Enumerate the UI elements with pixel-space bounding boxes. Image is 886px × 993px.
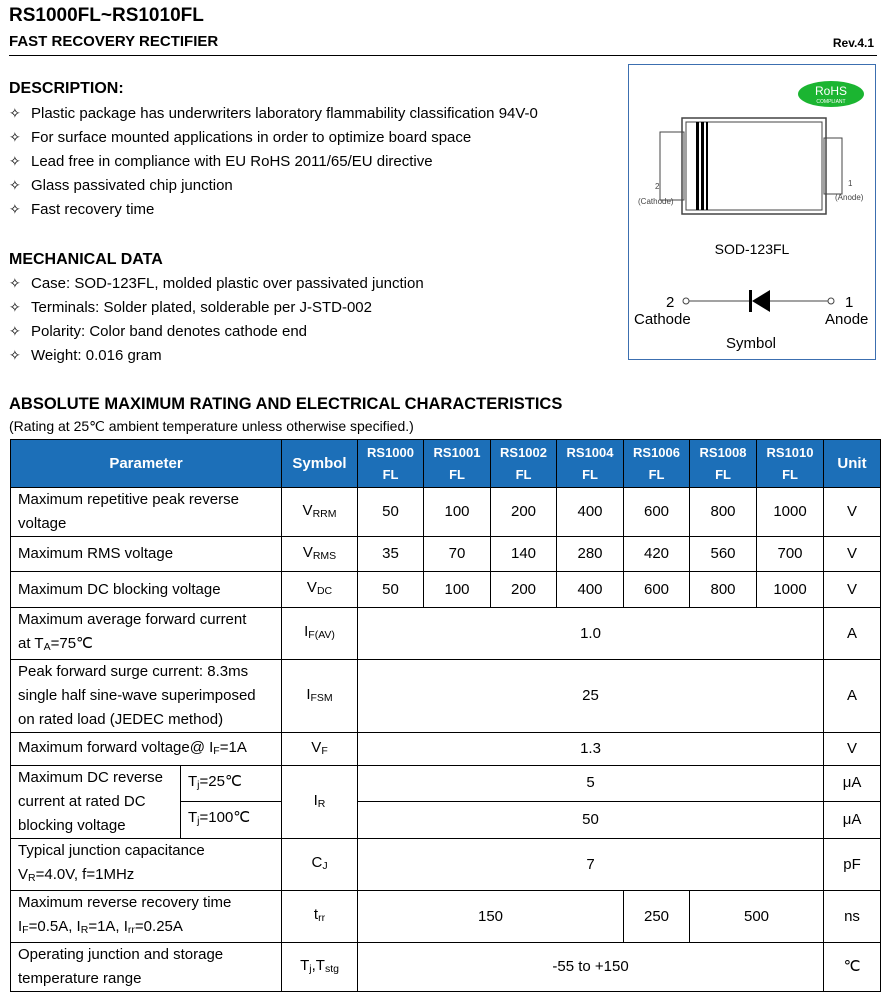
star-bullet-icon: ✧ [9, 347, 21, 363]
table-row: Maximum reverse recovery time IF=0.5A, IR=1A, Irr=0.25A trr 150 250 500 ns [11, 891, 881, 943]
header-device: RS1001 FL [424, 440, 491, 488]
star-bullet-icon: ✧ [9, 177, 21, 193]
package-name: SOD-123FL [714, 241, 790, 257]
list-item: ✧ Glass passivated chip junction [9, 173, 538, 197]
mechanical-list [9, 271, 424, 367]
rohs-badge [798, 81, 864, 107]
svg-text:2: 2 [655, 182, 660, 191]
pin-anode-label: (Anode) [835, 193, 864, 202]
list-item: ✧ Weight: 0.016 gram [9, 343, 424, 367]
characteristics-table [10, 439, 881, 992]
header-device: RS1002 FL [491, 440, 557, 488]
header-parameter: Parameter [11, 440, 282, 488]
star-bullet-icon: ✧ [9, 299, 21, 315]
list-item: ✧ Fast recovery time [9, 197, 538, 221]
table-row: Peak forward surge current: 8.3ms single half sine-wave superimposed on rated load (JEDEC method) IFSM 25 A [11, 660, 881, 733]
package-box [628, 64, 876, 360]
table-row: Maximum RMS voltage VRMS 35 70 140 280 420 560 700 V [11, 537, 881, 572]
list-item: ✧ For surface mounted applications in order to optimize board space [9, 125, 538, 149]
header-device: RS1004 FL [557, 440, 624, 488]
svg-text:1: 1 [845, 294, 854, 311]
description-list [9, 101, 538, 221]
cathode-band [696, 122, 699, 210]
list-item: ✧ Lead free in compliance with EU RoHS 2011/65/EU directive [9, 149, 538, 173]
list-item: ✧ Polarity: Color band denotes cathode end [9, 319, 424, 343]
list-item: ✧ Plastic package has underwriters laboratory flammability classification 94V-0 [9, 101, 538, 125]
header-device: RS1006 FL [624, 440, 690, 488]
star-bullet-icon: ✧ [9, 323, 21, 339]
symbol-caption: Symbol [725, 335, 777, 352]
star-bullet-icon: ✧ [9, 153, 21, 169]
header-symbol: Symbol [282, 440, 358, 488]
star-bullet-icon: ✧ [9, 129, 21, 145]
svg-text:2: 2 [666, 294, 675, 311]
table-row: Maximum average forward current at TA=75℃ IF(AV) 1.0 A [11, 608, 881, 660]
header-device: RS1010 FL [757, 440, 824, 488]
revision-label: Rev.4.1 [832, 36, 874, 50]
description-heading: DESCRIPTION: [9, 80, 124, 97]
symbol-anode-label: Anode [825, 311, 869, 328]
list-item: ✧ Case: SOD-123FL, molded plastic over passivated junction [9, 271, 424, 295]
header-divider [9, 55, 877, 56]
star-bullet-icon: ✧ [9, 201, 21, 217]
star-bullet-icon: ✧ [9, 275, 21, 291]
table-header-row [11, 440, 881, 488]
table-row: Tj=100℃ 50 μA [11, 801, 881, 838]
header-device: RS1000 FL [358, 440, 424, 488]
page-title: RS1000FL~RS1010FL [9, 5, 204, 26]
characteristics-note: (Rating at 25℃ ambient temperature unless otherwise specified.) [9, 418, 414, 434]
symbol-cathode-label: Cathode [634, 311, 691, 328]
list-item: ✧ Terminals: Solder plated, solderable per J-STD-002 [9, 295, 424, 319]
header-unit: Unit [824, 440, 881, 488]
rohs-compliant-text: COMPLIANT [816, 99, 846, 105]
page-subtitle: FAST RECOVERY RECTIFIER [9, 33, 219, 50]
star-bullet-icon: ✧ [9, 105, 21, 121]
rohs-text: RoHS [814, 84, 848, 98]
table-row: Maximum forward voltage@ IF=1A VF 1.3 V [11, 733, 881, 766]
header-device: RS1008 FL [690, 440, 757, 488]
table-row: Maximum repetitive peak reverse voltage VRRM 50 100 200 400 600 800 1000 V [11, 488, 881, 537]
pin-cathode-label: (Cathode) [638, 197, 674, 206]
table-row: Maximum DC blocking voltage VDC 50 100 200 400 600 800 1000 V [11, 572, 881, 608]
table-row: Maximum DC reverse current at rated DC blocking voltage Tj=25℃ IR 5 μA [11, 766, 881, 802]
package-drawing [629, 65, 875, 359]
table-row: Typical junction capacitance VR=4.0V, f=1MHz CJ 7 pF [11, 839, 881, 891]
table-row: Operating junction and storage temperature range Tj,Tstg -55 to +150 ℃ [11, 943, 881, 992]
mechanical-heading: MECHANICAL DATA [9, 251, 163, 268]
package-outline [660, 118, 842, 214]
svg-text:1: 1 [848, 179, 853, 188]
diode-symbol-icon [683, 290, 834, 312]
characteristics-heading: ABSOLUTE MAXIMUM RATING AND ELECTRICAL CHARACTERISTICS [9, 395, 563, 413]
